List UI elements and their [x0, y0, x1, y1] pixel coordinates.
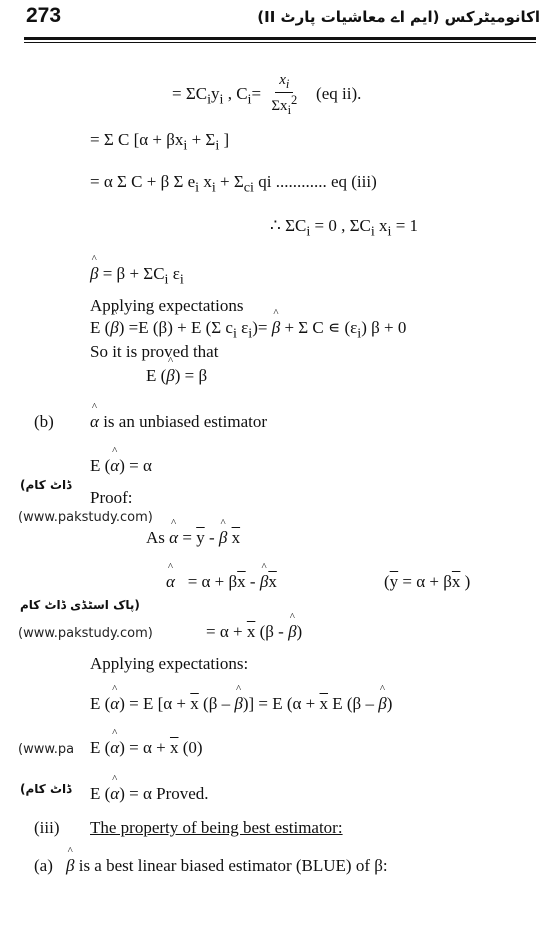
item-b-text: ^ α is an unbiased estimator — [90, 412, 267, 432]
equation-ii: = $\Sigma C_iy_i$ , $C_i=$ $\frac{x_i}{\Sigma x_i^2}$ (eq ii). — [172, 72, 362, 117]
watermark-urdu: (پاک اسٹڈی ڈاٹ کام — [20, 598, 140, 612]
item-b-label: (b) — [34, 412, 54, 431]
applying-expectations-2: Applying expectations: — [90, 654, 249, 673]
beta-unbiased: E (^ β) = β — [146, 366, 207, 386]
therefore-line: ∴ $\Sigma C_i = 0$ , $\Sigma C_i$ $x_i = 1$ — [270, 216, 419, 240]
page-number: 273 — [26, 4, 62, 27]
section-heading: The property of being best estimator: — [90, 818, 343, 837]
alpha-expectation-expanded: E (^ α) = E [$\alpha + \overline{x}$ (β – ^ β)] = E ($\alpha + \overline{x}$ E (β – ^ β) — [90, 694, 392, 714]
alpha-hat-line: ^ $\alpha = \alpha + \beta\overline{x}$ - ^ $\beta\overline{x}$ — [166, 572, 277, 592]
y-bar-relation: ($\overline{y} = \alpha + \beta\overline{x}$ ) — [384, 572, 471, 591]
item-a-text: ^ β is a best linear biased estimator (BLUE) of β: — [66, 856, 388, 876]
header-rule-thick — [24, 37, 536, 40]
alpha-proved: E (^ α) = α Proved. — [90, 784, 209, 804]
so-proved: So it is proved that — [90, 342, 219, 361]
equation-iii: = α Σ C + β Σ $e_i$ $x_i + \Sigma_{ci}$ qi ............ eq (iii) — [90, 172, 377, 196]
watermark-url: (www.pakstudy.com) — [18, 510, 153, 525]
proof-label: Proof: — [90, 488, 133, 507]
equation-line-2: = Σ C [$\alpha + \beta x_i + \Sigma_i$ ] — [90, 130, 230, 154]
item-iii-label: (iii) — [34, 818, 60, 837]
watermark-urdu: ڈاٹ کام) — [20, 782, 72, 796]
watermark-urdu: ڈاٹ کام) — [20, 478, 72, 492]
applying-expectations: Applying expectations — [90, 296, 244, 315]
item-a-label: (a) — [34, 856, 53, 875]
header-rule-thin — [24, 42, 536, 43]
chapter-title: اکانومیٹرکس (ایم اے معاشیات پارٹ II) — [257, 8, 540, 26]
beta-hat-line: ^ $\beta = \beta + \Sigma C_i$ $\varepsilon_i$ — [90, 264, 184, 288]
fraction: $\frac{x_i}{\Sigma x_i^2}$ — [271, 72, 298, 117]
alpha-expectation-zero: E (^ $\alpha) = \alpha + \overline{x}$ (0) — [90, 738, 203, 758]
alpha-expectation: E (^ α) = α — [90, 456, 152, 476]
watermark-url: (www.pakstudy.com) — [18, 626, 153, 641]
watermark-url-partial: (www.pa — [18, 742, 75, 757]
alpha-simplified: = $\alpha + \overline{x}$ (β - ^ β) — [206, 622, 302, 642]
expectation-line: E (^ β) =E (β) + E (Σ $c_i$ $\varepsilon_i)=$ ^ β + Σ C ∊ $(\varepsilon_i) \beta + 0$ — [90, 318, 406, 342]
as-alpha-line: As ^ $\alpha = \overline{y}$ - ^ β $\overline{x}$ — [146, 528, 240, 548]
